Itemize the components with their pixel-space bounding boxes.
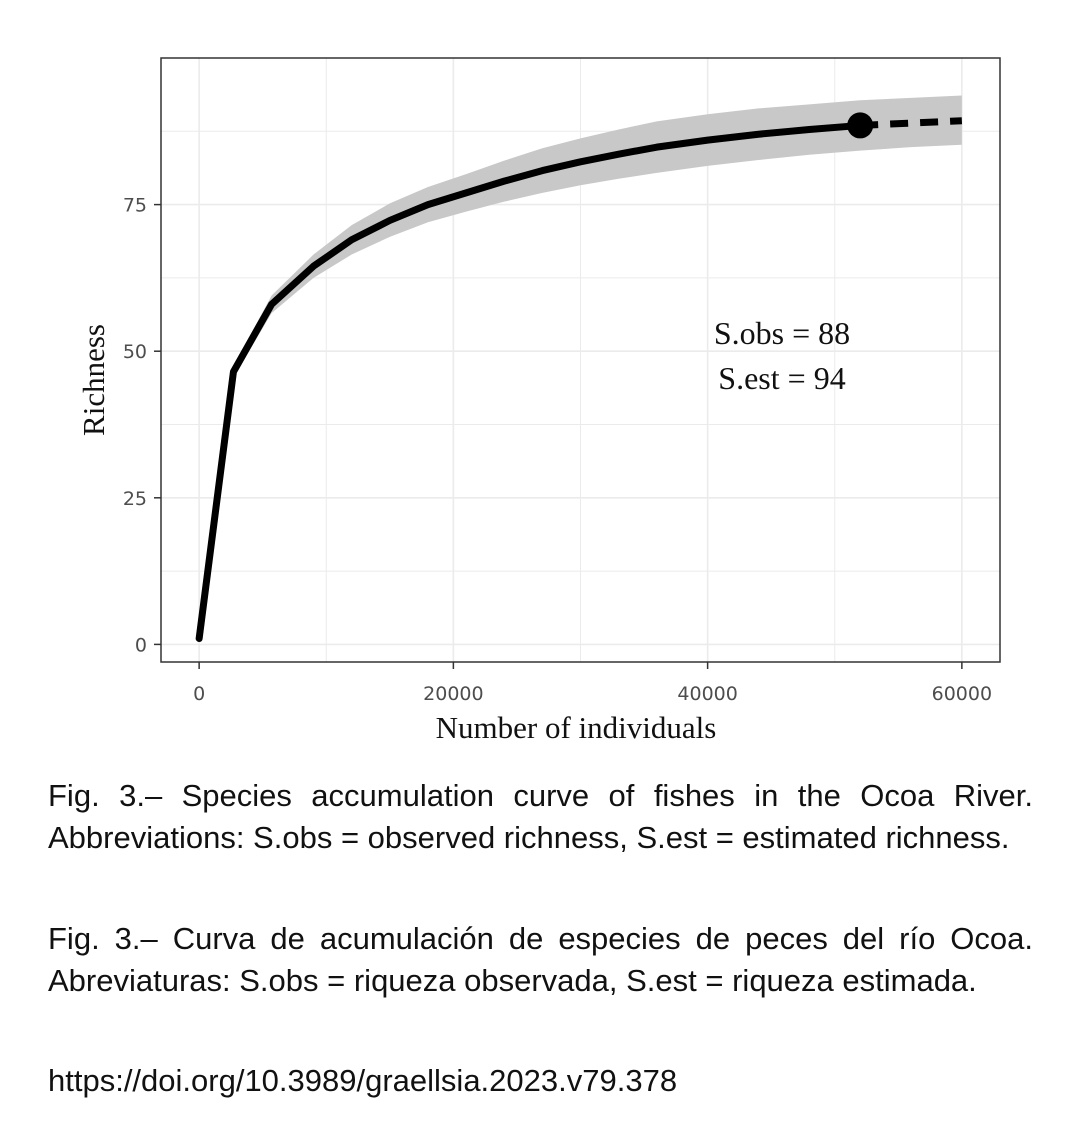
doi-link[interactable]: https://doi.org/10.3989/graellsia.2023.v79.378 <box>48 1063 678 1098</box>
x-axis-title: Number of individuals <box>435 710 717 745</box>
y-axis-title: Richness <box>76 324 111 436</box>
observed-point <box>847 112 873 138</box>
y-tick-label: 50 <box>122 341 147 364</box>
figure-caption-english: Fig. 3.– Species accumulation curve of fishes in the Ocoa River. Abbreviations: S.obs = observed richness, S.est = estimated richness. <box>48 778 1033 855</box>
x-tick-label: 20000 <box>423 683 484 705</box>
x-tick-label: 60000 <box>931 683 993 705</box>
x-axis-ticks <box>193 662 992 705</box>
x-tick-label: 40000 <box>677 683 738 705</box>
annotation-sest: S.est = 94 <box>718 360 846 396</box>
observed-richness-point <box>847 112 873 138</box>
y-tick-label: 25 <box>122 487 147 510</box>
y-tick-label: 0 <box>134 634 147 657</box>
x-tick-label: 0 <box>193 683 206 705</box>
figure-caption-spanish: Fig. 3.– Curva de acumulación de especies de peces del río Ocoa. Abreviaturas: S.obs = riqueza observada, S.est = riqueza estimada. <box>48 921 1033 998</box>
annotation-sobs: S.obs = 88 <box>713 315 851 351</box>
y-axis-ticks <box>123 195 161 657</box>
y-tick-label: 75 <box>122 194 147 217</box>
